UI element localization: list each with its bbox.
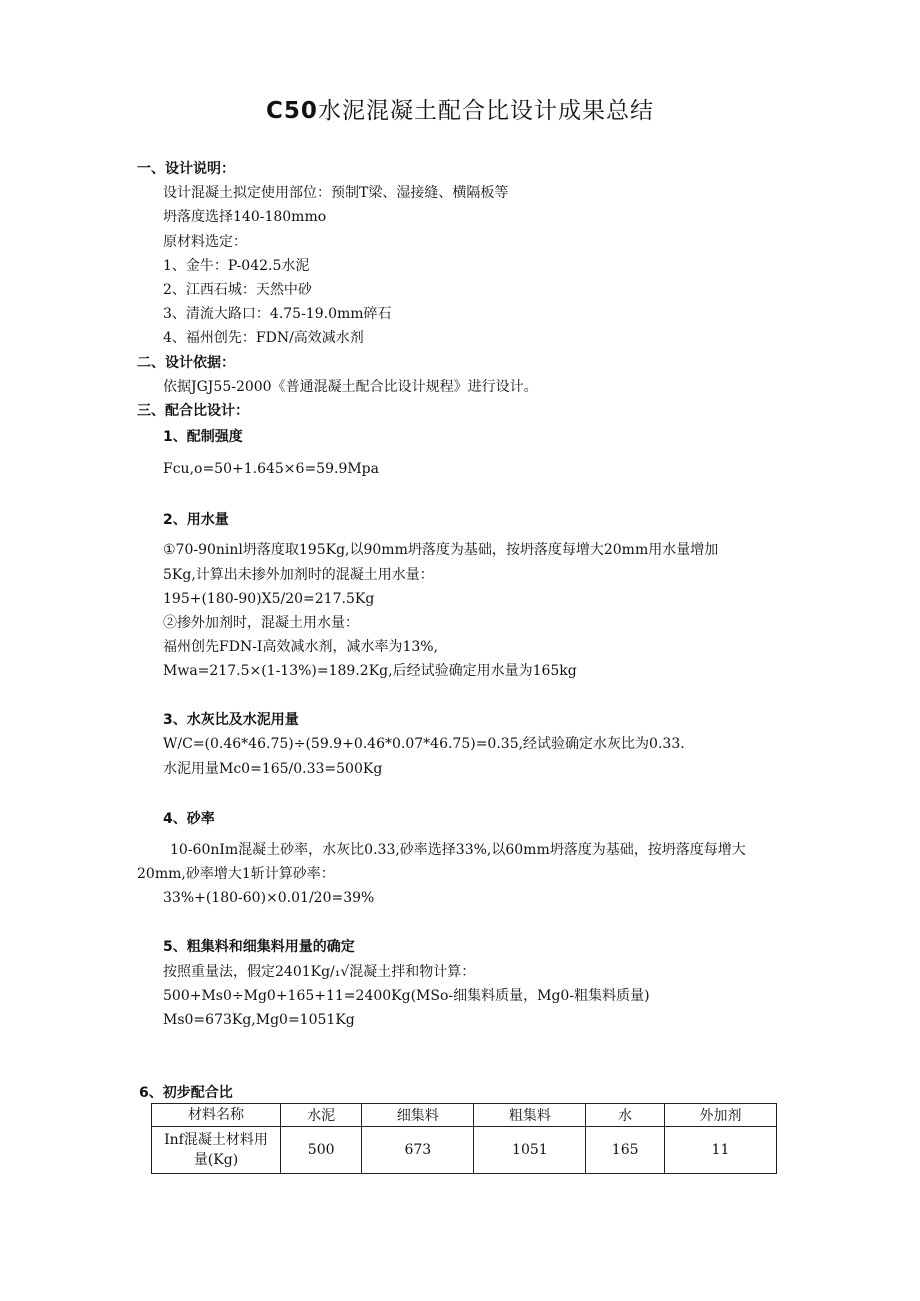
table-cell: 1051 bbox=[474, 1127, 586, 1174]
subsection-3-heading: 3、水灰比及水泥用量 bbox=[163, 712, 299, 728]
p2-line: Mwa=217.5×(1-13%)=189.2Kg,后经试验确定用水量为165kg bbox=[163, 663, 577, 679]
s1-line: 1、金牛：P-042.5水泥 bbox=[163, 258, 310, 274]
s1-line: 3、清流大路口：4.75-19.0mm碎石 bbox=[163, 306, 392, 322]
p4-line: 33%+(180-60)×0.01/20=39% bbox=[163, 890, 375, 906]
row-label-line: Inf混凝土材料用 bbox=[164, 1132, 268, 1148]
title-prefix: C50 bbox=[266, 98, 318, 124]
p4-line: 20mm,砂率增大1斩计算砂率： bbox=[137, 866, 335, 882]
s1-line: 2、江西石城：天然中砂 bbox=[163, 282, 312, 298]
s1-line: 4、福州创先：FDN/高效减水剂 bbox=[163, 330, 364, 346]
p2-line: 195+(180-90)X5/20=217.5Kg bbox=[163, 591, 375, 607]
table-cell: 11 bbox=[664, 1127, 776, 1174]
table-header-cell: 材料名称 bbox=[152, 1104, 281, 1127]
p5-line: 500+Ms0÷Mg0+165+11=2400Kg(MSo-细集料质量，Mg0-粗集料质量) bbox=[163, 988, 650, 1004]
subsection-5-heading: 5、粗集料和细集料用量的确定 bbox=[163, 939, 355, 955]
table-header-cell: 粗集料 bbox=[474, 1104, 586, 1127]
row-label-cell bbox=[152, 1127, 281, 1174]
p2-line: ②掺外加剂时，混凝土用水量： bbox=[163, 615, 359, 631]
p2-line: ①70-90ninl坍落度取195Kg,以90mm坍落度为基础，按坍落度每增大20mm用水量增加 bbox=[163, 542, 719, 558]
table-header-cell: 外加剂 bbox=[664, 1104, 776, 1127]
subsection-2-heading: 2、用水量 bbox=[163, 512, 229, 528]
table-header-cell: 水 bbox=[586, 1104, 665, 1127]
table-cell: 500 bbox=[281, 1127, 362, 1174]
p5-line: 按照重量法，假定2401Kg/₁√混凝土拌和物计算： bbox=[163, 964, 476, 980]
s1-line: 原材料选定： bbox=[163, 234, 247, 250]
row-label-line: 量(Kg) bbox=[193, 1152, 239, 1168]
s2-line: 依据JGJ55-2000《普通混凝土配合比设计规程》进行设计。 bbox=[163, 379, 538, 395]
document-title bbox=[0, 92, 920, 125]
subsection-4-heading: 4、砂率 bbox=[163, 811, 215, 827]
p3-line: 水泥用量Mc0=165/0.33=500Kg bbox=[163, 761, 383, 777]
p4-line: 10-60nIm混凝土砂率，水灰比0.33,砂率选择33%,以60mm坍落度为基础，按坍落度每增大 bbox=[170, 842, 746, 858]
table-header-cell: 水泥 bbox=[281, 1104, 362, 1127]
subsection-6-heading: 6、初步配合比 bbox=[139, 1085, 233, 1101]
p2-line: 5Kg,计算出未掺外加剂时的混凝土用水量： bbox=[163, 567, 434, 583]
section-2-heading: 二、设计依据： bbox=[137, 355, 235, 371]
table-header-cell: 细集料 bbox=[362, 1104, 474, 1127]
table-cell: 673 bbox=[362, 1127, 474, 1174]
p1-formula: Fcu,o=50+1.645×6=59.9Mpa bbox=[163, 461, 379, 477]
table-header-row bbox=[152, 1104, 777, 1127]
section-3-heading: 三、配合比设计： bbox=[137, 403, 249, 419]
s1-line: 坍落度选择140-180mmo bbox=[163, 209, 327, 225]
s1-line: 设计混凝土拟定使用部位：预制T梁、湿接缝、横隔板等 bbox=[163, 185, 509, 201]
table-cell: 165 bbox=[586, 1127, 665, 1174]
subsection-1-heading: 1、配制强度 bbox=[163, 429, 243, 445]
p3-line: W/C=(0.46*46.75)÷(59.9+0.46*0.07*46.75)=0.35,经试验确定水灰比为0.33. bbox=[163, 736, 685, 752]
mix-proportion-table bbox=[151, 1103, 777, 1174]
p5-line: Ms0=673Kg,Mg0=1051Kg bbox=[163, 1012, 355, 1028]
p2-line: 福州创先FDN-I高效减水剂，减水率为13%, bbox=[163, 639, 439, 655]
section-1-heading: 一、设计说明： bbox=[137, 161, 235, 177]
title-text: 水泥混凝土配合比设计成果总结 bbox=[317, 98, 654, 124]
table-row bbox=[152, 1127, 777, 1174]
